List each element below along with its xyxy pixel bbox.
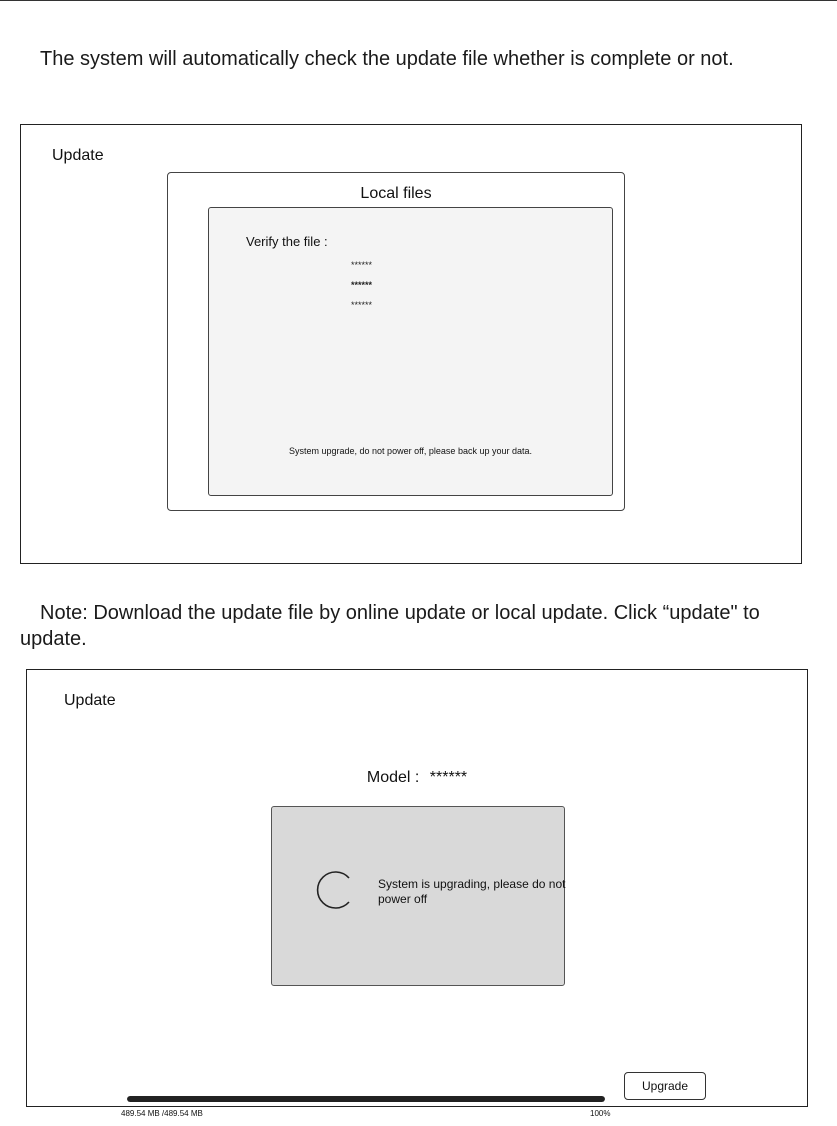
- update-window-verify: [20, 124, 802, 564]
- file-placeholder: ******: [351, 300, 373, 310]
- download-size: 489.54 MB /489.54 MB: [121, 1109, 203, 1118]
- window-title: Update: [52, 147, 104, 164]
- update-window-upgrade: [26, 669, 808, 1118]
- loading-spinner-icon: [309, 865, 359, 915]
- power-warning: System upgrade, do not power off, please back up your data.: [289, 446, 532, 456]
- progress-fill: [127, 1096, 605, 1102]
- file-placeholder: ******: [351, 260, 373, 270]
- progress-bar: [127, 1096, 605, 1102]
- upgrading-status-text: System is upgrading, please do not power off: [378, 877, 566, 906]
- progress-percent: 100%: [590, 1109, 611, 1118]
- verify-panel: [208, 207, 613, 496]
- top-divider: [0, 0, 837, 1]
- dialog-title: Local files: [360, 185, 432, 202]
- upgrade-button[interactable]: Upgrade: [624, 1072, 706, 1100]
- verify-file-label: Verify the file :: [246, 234, 328, 249]
- window-title: Update: [64, 692, 116, 709]
- model-value: ******: [429, 769, 468, 786]
- model-line: [27, 769, 807, 787]
- model-label: Model :: [366, 769, 420, 786]
- file-placeholder: ******: [351, 280, 373, 290]
- verify-instruction: The system will automatically check the update file whether is complete or not.: [40, 48, 734, 70]
- local-files-dialog: [167, 172, 625, 511]
- upgrade-status-box: [271, 806, 565, 986]
- note-instruction: Note: Download the update file by online update or local update. Click “update" to update.: [20, 602, 760, 650]
